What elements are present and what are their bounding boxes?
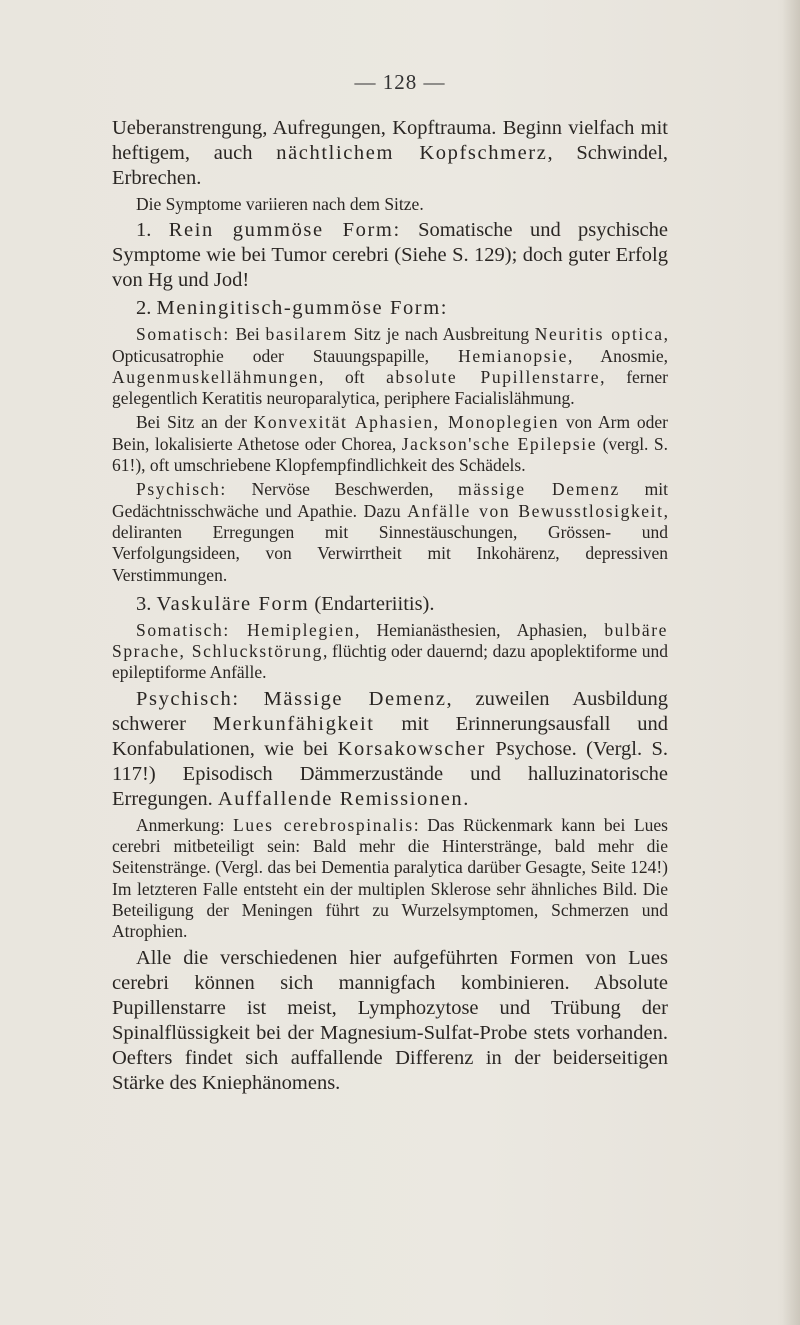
spaced-emphasis-text: Meningitisch-gummöse Form: (156, 297, 449, 320)
page-number: — 128 — (354, 70, 446, 94)
spaced-emphasis-text: Korsakowscher (337, 737, 486, 760)
text-run: mit Erinnerungsausfall und Konfabulationen, wie bei (112, 712, 668, 760)
text-run: , Opticusatrophie oder Stauungspapille, (112, 324, 668, 366)
text-run (240, 688, 264, 710)
text-run: Somatische und psychische Symptome wie bei Tumor cerebri (Siehe S. 129); doch guter Erfolg von Hg und Jod! (112, 219, 668, 292)
text-run: (vergl. S. 61!), oft umschriebene Klopfempfindlichkeit des Schädels. (112, 433, 668, 476)
text-run: , Hemianästhesien, Aphasien, (354, 619, 605, 640)
text-run: 3. (136, 592, 157, 615)
spaced-emphasis-text: Vaskuläre Form (156, 592, 310, 615)
text-run: Bei (229, 324, 266, 345)
spaced-emphasis-text: Somatisch: (136, 619, 230, 640)
spaced-emphasis-text: Mässige Demenz (263, 687, 447, 710)
spaced-emphasis-text: basilarem (265, 324, 348, 345)
paragraph (112, 687, 668, 812)
text-run: Anmerkung: (136, 814, 234, 835)
spaced-emphasis-text: Psychisch: (136, 687, 240, 710)
spaced-emphasis-text: nächtlichem Kopfschmerz (276, 142, 548, 164)
page-edge-shadow (782, 0, 800, 1325)
text-run: (Endarteriitis). (309, 592, 435, 615)
text-run: , Schwindel, Erbrechen. (112, 142, 669, 189)
text-run: von Arm oder Bein, lokalisierte Athetose oder Chorea, (112, 412, 668, 454)
text-run: Die Symptome variieren nach dem Sitze. (136, 194, 424, 214)
spaced-emphasis-text: Lues cerebrospinalis (233, 814, 414, 835)
text-run: Bei Sitz an der (136, 412, 254, 433)
paragraph (112, 218, 668, 293)
spaced-emphasis-text: absolute Pupillenstarre (386, 366, 601, 387)
paragraph (112, 324, 668, 409)
page-text-body (112, 116, 668, 1096)
text-run: 1. (136, 219, 169, 242)
text-run: Sitz je nach Ausbreitung (347, 324, 535, 345)
text-run: Alle die verschiedenen hier aufgeführten Formen von Lues cerebri können sich mannigfach kombinieren. Absolute Pupillenstarre ist meist, Lymphozytose und Trübung der Spinalflüssigkeit bei der Magnesium-Sulfat-Probe stets vorhanden. Oefters findet sich auffallende Differenz in der beiderseitigen Stärke des Kniephänomens. (112, 946, 668, 1094)
spaced-emphasis-text: Jackson'sche Epilepsie (401, 433, 598, 454)
text-run: mit Gedächtnisschwäche und Apathie. Dazu (112, 479, 669, 521)
spaced-emphasis-text: Merkunfähigkeit (212, 712, 375, 735)
text-run: 2. (136, 297, 157, 320)
paragraph (112, 116, 668, 191)
spaced-emphasis-text: Hemiplegien (246, 619, 355, 640)
text-run: : Das Rückenmark kann bei Lues cerebri mitbeteiligt sein: Bald mehr die Hinterstränge, bald mehr die Seitenstränge. (Vergl. das bei Dementia paralytica darüber Gesagte, Seite 124!) Im letzteren Falle entsteht ein der multiplen Sklerose sehr ähnliches Bild. Die Beteiligung der Meningen führt zu Wurzelsymptomen, Schmerzen und Atrophien. (112, 814, 668, 942)
paragraph (112, 946, 668, 1096)
text-run: , oft (318, 366, 387, 387)
text-run: . (463, 787, 469, 810)
text-run: Nervöse Beschwerden, (226, 479, 459, 500)
text-run: Ueberanstrengung, Aufregungen, Kopftrauma. Beginn vielfach mit heftigem, auch (112, 117, 668, 164)
text-run (230, 620, 247, 640)
text-run: , flüchtig oder dauernd; dazu apoplektiforme und epileptiforme Anfälle. (112, 641, 668, 683)
paragraph (112, 592, 668, 617)
spaced-emphasis-text: Rein gummöse Form: (168, 219, 401, 242)
spaced-emphasis-text: Augenmuskellähmungen (112, 366, 319, 387)
paragraph (112, 815, 668, 943)
paragraph (112, 194, 668, 215)
paragraph (112, 412, 668, 476)
text-run: , Anosmie, (568, 345, 668, 366)
spaced-emphasis-text: Hemianopsie (458, 345, 569, 366)
spaced-emphasis-text: Konvexität Aphasien, Monoplegien (253, 412, 560, 433)
text-run: Psychose. (Vergl. S. 117!) Episodisch Dämmerzustände und halluzinatorische Erregungen. (112, 737, 668, 810)
spaced-emphasis-text: bulbäre Sprache, Schluckstörung (112, 619, 668, 662)
spaced-emphasis-text: Anfälle von Bewusstlosigkeit (407, 500, 664, 521)
paragraph (112, 620, 668, 684)
text-run: , deliranten Erregungen mit Sinnestäuschungen, Grössen- und Verfolgungsideen, von Verwirrtheit mit Inkohärenz, depressiven Verstimmungen. (112, 500, 668, 585)
text-run: , ferner gelegentlich Keratitis neuroparalytica, periphere Facialislähmung. (112, 366, 668, 409)
paragraph (112, 479, 668, 585)
spaced-emphasis-text: Psychisch: (136, 479, 227, 500)
text-run: , zuweilen Ausbildung schwerer (112, 687, 668, 735)
spaced-emphasis-text: Somatisch: (136, 324, 230, 345)
paragraph (112, 296, 668, 321)
spaced-emphasis-text: Neuritis optica (534, 324, 664, 345)
spaced-emphasis-text: Auffallende Remissionen (217, 787, 464, 810)
spaced-emphasis-text: mässige Demenz (458, 479, 620, 500)
